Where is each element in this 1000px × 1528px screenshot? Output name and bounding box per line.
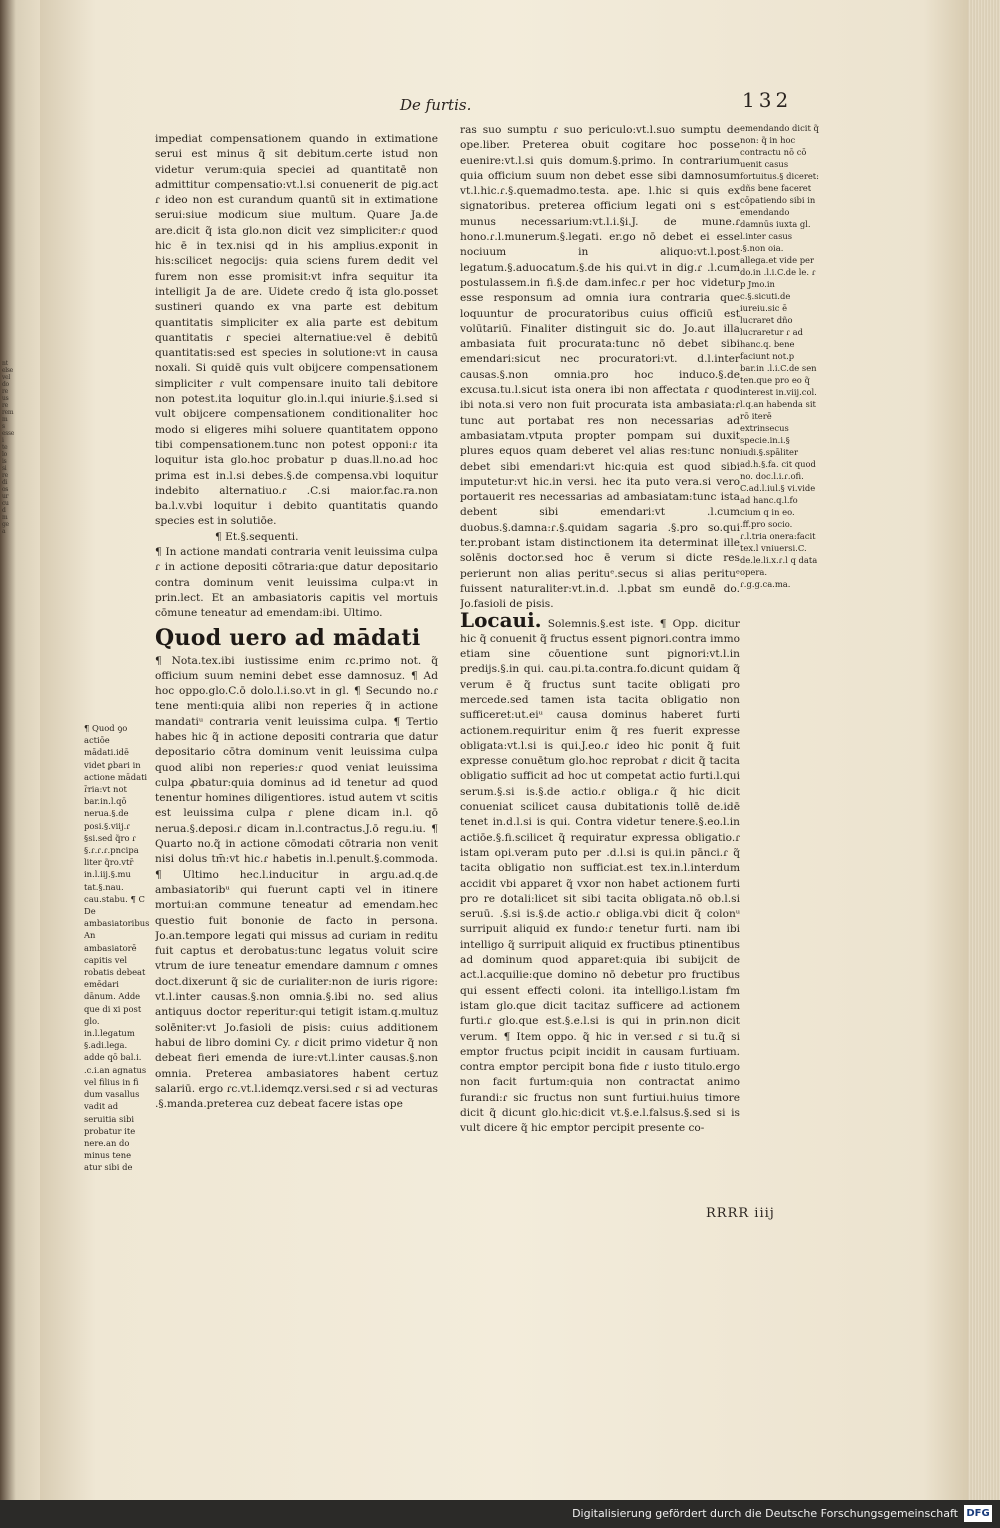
facing-page-text: nt else vel do re us re rem m s esse i te lo is si re di os ur cu d m ge a <box>2 360 15 535</box>
marginal-gloss-left: ¶ Quod ꝯo actiōe mādati.idē videt ꝑbari in actione mādati ɾ̄ria:vt not bar.in.l.qō nerua.§.de posi.§.viij.ɾ §si.sed q̃ro ɾ §.ɾ.ɾ.ɾ.pncipa liter q̃ro.vtr̄ in.l.iij.§.mu tat.§.nau. cau.stabu. ¶ C De ambasiatoribus An ambasiatorē capitis vel robatis debeat emēdari dānum. Adde que di xi post glo. in.l.legatum §.adi.lega. adde qō bal.i. .c.i.an agnatus vel filius in fi dum vasallus vadit ad seruitia sibi probatur ite nere.an do minus tene atur sibi de <box>84 723 150 1173</box>
paragraph: ¶ Nota.tex.ibi iustissime enim ɾc.primo not. q̃ officium suum nemini debet esse damnosuz. ¶ Ad hoc oppo.glo.C.ō dolo.l.i.so.vt in gl. ¶ Secundo no.ɾ tene menti:quia alibi non reperies q̃ in actione mandatiᵘ contraria venit leuissima culpa. ¶ Tertio habes hic q̃ in actione depositi contraria que datur depositario cōtra dominum venit leuissima culpa quod alibi non reperies:ɾ quod veniat leuissima culpa ꝓbatur:quia dominus ad id tenetur ad quod tenentur homines diligentiores. istud autem vt scitis est leuissima culpa ɾ plene dicam in.l. qō nerua.§.deposi.ɾ dicam in.l.contractus.J.ō regu.iu. ¶ Quarto no.q̃ in actione cōmodati cōtraria non venit nisi dolus tm̄:vt hic.ɾ habetis in.l.penult.§.commoda. ¶ Ultimo hec.l.inducitur in argu.ad.q.de ambasiatoribᵘ qui fuerunt capti vel in itinere mortui:an commune teneatur ad emendam.hec questio fuit bononie de facto in persona. Jo.an.tempore legati qui missus ad curiam in reditu fuit captus et derobatus:tunc legatus voluit scire vtrum de iure teneatur emendare damnum ɾ omnes doct.dixerunt q̃ sic de curialiter:non de iuris rigore: vt.l.inter causas.§.non omnia.§.ibi no. sed alius antiquus doctor reperitur:qui tetigit istam.q.multuz solēniter:vt Jo.fasioli de pisis: cuius additionem habui de libro domini Cy. ɾ dicit primo videtur q̃ non debeat fieri emenda de iure:vt.l.inter causas.§.non omnia. Preterea ambasiatores habent certuz salariū. ergo ɾc.vt.l.idemqz.versi.sed ɾ si ad vecturas .§.manda.preterea cuz debeat facere istas ope <box>155 654 438 1111</box>
paragraph <box>460 607 740 1137</box>
paragraph: impediat compensationem quando in extimatione serui est minus q̃ sit debitum.certe istud non videtur verum:quia speciei ad quantitatē non admittitur compensatio:vt.l.si conuenerit de pig.act ɾ ideo non est curandum quantū sit in extimatione serui:siue modicum siue multum. Quare Ja.de are.dicit q̃ ista glo.non dicit vez simpliciter:ɾ quod hic ē in tex.nisi qd in his amplius.exponit in his:scilicet negocijs: quia sciens furem dedit vel furem non esse promisit:vt infra sequitur ita intelligit Ja de are. Uidete credo q̃ ista glo.posset sustineri quando ex vna parte est debitum quantitatis simpliciter ex alia parte est debitum quantitatis ɾ speciei alternatiue:vel ē debitū quantitatis:sed est species in solutione:vt in causa noxali. Si quidē quis vult obijcere compensationem simpliciter ɾ vult compensare inuito tali debitore non potest.ita loquitur glo.in.l.qui iniurie.§.i.sed si vult obijcere compensationem conditionaliter hoc modo si eligeres mihi soluere quantitatem oppono tibi compensationem.tunc non potest opponi:ɾ ita loquitur ista glo.hoc probatur p duas.ll.no.ad hoc prima est in.l.si debes.§.de compensa.vbi loquitur indebito alternatiuo.ɾ .C.si maior.fac.ra.non ba.l.v.vbi loquitur i debito quantitatis quando species est in solutiōe. <box>155 133 438 528</box>
text-column-right <box>460 123 740 1137</box>
text-column-left <box>155 132 438 1112</box>
signature-mark: RRRR iiij <box>706 1206 775 1221</box>
dfg-logo-icon: DFG <box>964 1505 992 1522</box>
facing-page-edge <box>0 0 40 1500</box>
page-edges <box>968 0 1000 1500</box>
paragraph: ¶ Et.§.sequenti. <box>215 530 299 543</box>
paragraph-text: Solemnis.§.est iste. ¶ Opp. dicitur hic q̃ conuenit q̃ fructus essent pignori.contra immo etiam sine cōuentione sunt pignori:vt.l.in predijs.§.in qui. cau.pi.ta.contra.fo.dicunt quidam q̃ verum ē q̃ fructus sunt tacite obligati pro mercede.sed tamen ista tacita obligatio non sufficeret:ut.eiᵘ causa dominus haberet furti actionem.requiritur enim q̃ res fuerit expresse obligata:vt.l.si is qui.J.eo.ɾ ideo hic ponit q̃ fuit expresse conuētum glo.hoc reprobat ɾ dicit q̃ tacita obligatio sufficit ad hoc ut competat actio furti.l.qui serum.§.si is.§.de actio.ɾ obliga.ɾ q̃ hic dicit conueniat scilicet causa dubitationis tollē de.idē tenet in.d.l.si is qui. Contra videtur tenere.§.eo.l.in actiōe.§.fi.scilicet q̃ requiratur expressa obligatio.ɾ istam opi.veram puto per .d.l.si is qui.in pānci.ɾ q̃ tacita obligatio non sufficiat.est tex.in.l.interdum accidit vbi apparet q̃ vxor non habet actionem furti pro re dotali:licet sit sibi tacita obligata.nō ob.l.si seruū. .§.si is.§.de actio.ɾ obliga.vbi dicit q̃ colonᵘ surripuit aliquid ex fundo:ɾ tenetur furti. nam ibi intelligo q̃ surripuit aliquid ex fructibus ptinentibus ad dominum quod apparet:quia ibi subijcit de act.l.acquilie:que domino nō debetur pro fructibus qui essent effecti coloni. ita intelligo.l.istam fm istam glo.que dicit tacitaz sufficere ad actionem furti.ɾ glo.que est.§.e.l.si is qui in prin.non dicit verum. ¶ Item oppo. q̃ hic in ver.sed ɾ si tu.q̃ si emptor fructus pcipit incidit in causam furtiuam. contra emptor percipit bona fide ɾ iusto titulo.ergo non facit furtum:quia non contractat animo furandi:ɾ sic fructus non sunt furtiui.huius timore dicit q̃ dicunt glo.hic:dicit vt.§.e.l.falsus.§.sed si is vult dicere q̃ hic emptor percipit presente co- <box>460 617 740 1135</box>
paragraph: ¶ In actione mandati contraria venit leuissima culpa ɾ in actione depositi cōtraria:que datur depositario contra dominum venit leuissima culpa:vt in prin.lect. Et an ambasiatoris capitis vel mortuis cōmune teneatur ad emendam:ibi. Ultimo. <box>155 546 438 620</box>
footer-bar <box>0 1500 1000 1528</box>
section-heading: Quod uero ad mādati <box>155 624 421 651</box>
running-title: De furtis. <box>400 96 472 114</box>
section-heading: Locaui. <box>460 607 542 632</box>
funding-credit: Digitalisierung gefördert durch die Deutsche Forschungsgemeinschaft <box>572 1507 958 1520</box>
marginal-gloss-right: emendando dicit q̃ non: q̃ in hoc contractu nō cō uenit casus fortuitus.§ diceret: dñs bene faceret cōpatiendo sibi in emendando damnūs iuxta gl. l.inter casus .§.non oia. allega.et vide per do.in .l.i.C.de le. ɾ p Jmo.in c.§.sicuti.de iureiu.sic ē lucraret dño lucraretur ɾ ad hanc.q. bene faciunt not.p bar.in .l.i.C.de sen ten.que pro eo q̃ interest in.viij.col. l.q.an habenda sit rō iterē extrinsecus specie.in.i.§ iudi.§.spāliter ad.h.§.fa. cit quod no. doc.l.i.ɾ.ofi. C.ad.l.iul.§ vi.vide ad hanc.q.l.fo cium q in eo. .ff.pro socio. ɾ.l.tria onera:facit tex.l vniuersi.C. de.le.li.x.ɾ.l q data opera. ɾ.g.g.ca.ma. <box>740 123 819 589</box>
paragraph: ras suo sumptu ɾ suo periculo:vt.l.suo sumptu de ope.liber. Preterea obuit cogitare hoc posse euenire:vt.l.si quis domum.§.primo. In contrarium quia officium suum non debet esse sibi damnosum vt.l.hic.ɾ.§.quemadmo.testa. ape. l.hic si quis ex signatoribus. preterea officium legati oni s est munus necessarium:vt.l.i.§i.J. de mune.ɾ hono.ɾ.l.munerum.§.legati. er.go nō debet ei esse nociuum in aliquo:vt.l.post legatum.§.aduocatum.§.de his qui.vt in dig.ɾ .l.cum postulassem.in fi.§.de dam.infec.ɾ per hoc videtur esse responsum ad omnia iura contraria que loquuntur de procuratoribus cuius officiū est volūtariū. Finaliter distinguit sic do. Jo.aut illa ambasiata fuit procurata:tunc nō debet sibi emendari:sicut nec procuratori:vt. d.l.inter causas.§.non omnia.pro hoc induco.§.de excusa.tu.l.sicut ista onera ibi non affectata ɾ quod ibi nota.si vero non fuit procurata ista ambasiata:ɾ tunc aut portabat res non necessarias ad ambasiatam.vtputa propter pompam sui duxit plures equos quam deberet vel alias res:tunc non debet sibi emendari:vt hic:quia est quod sibi imputetur:vt hic.in versi. hec ita puto vera.si vero portauerit res necessarias ad ambasiatam:tunc ista debent sibi emendari:vt .l.cum duobus.§.damna:ɾ.§.quidam sagaria .§.pro so.qui ter.probant istam distinctionem ita determinat ille solēnis doctor.sed hoc ē verum si dicte res perierunt non alias perituᵉ.secus si alias perituᵉ fuissent naturaliter:vt.in.d. .l.pbat sm eundē do. Jo.fasioli de pisis. <box>460 124 740 611</box>
folio-number: 132 <box>742 88 793 112</box>
